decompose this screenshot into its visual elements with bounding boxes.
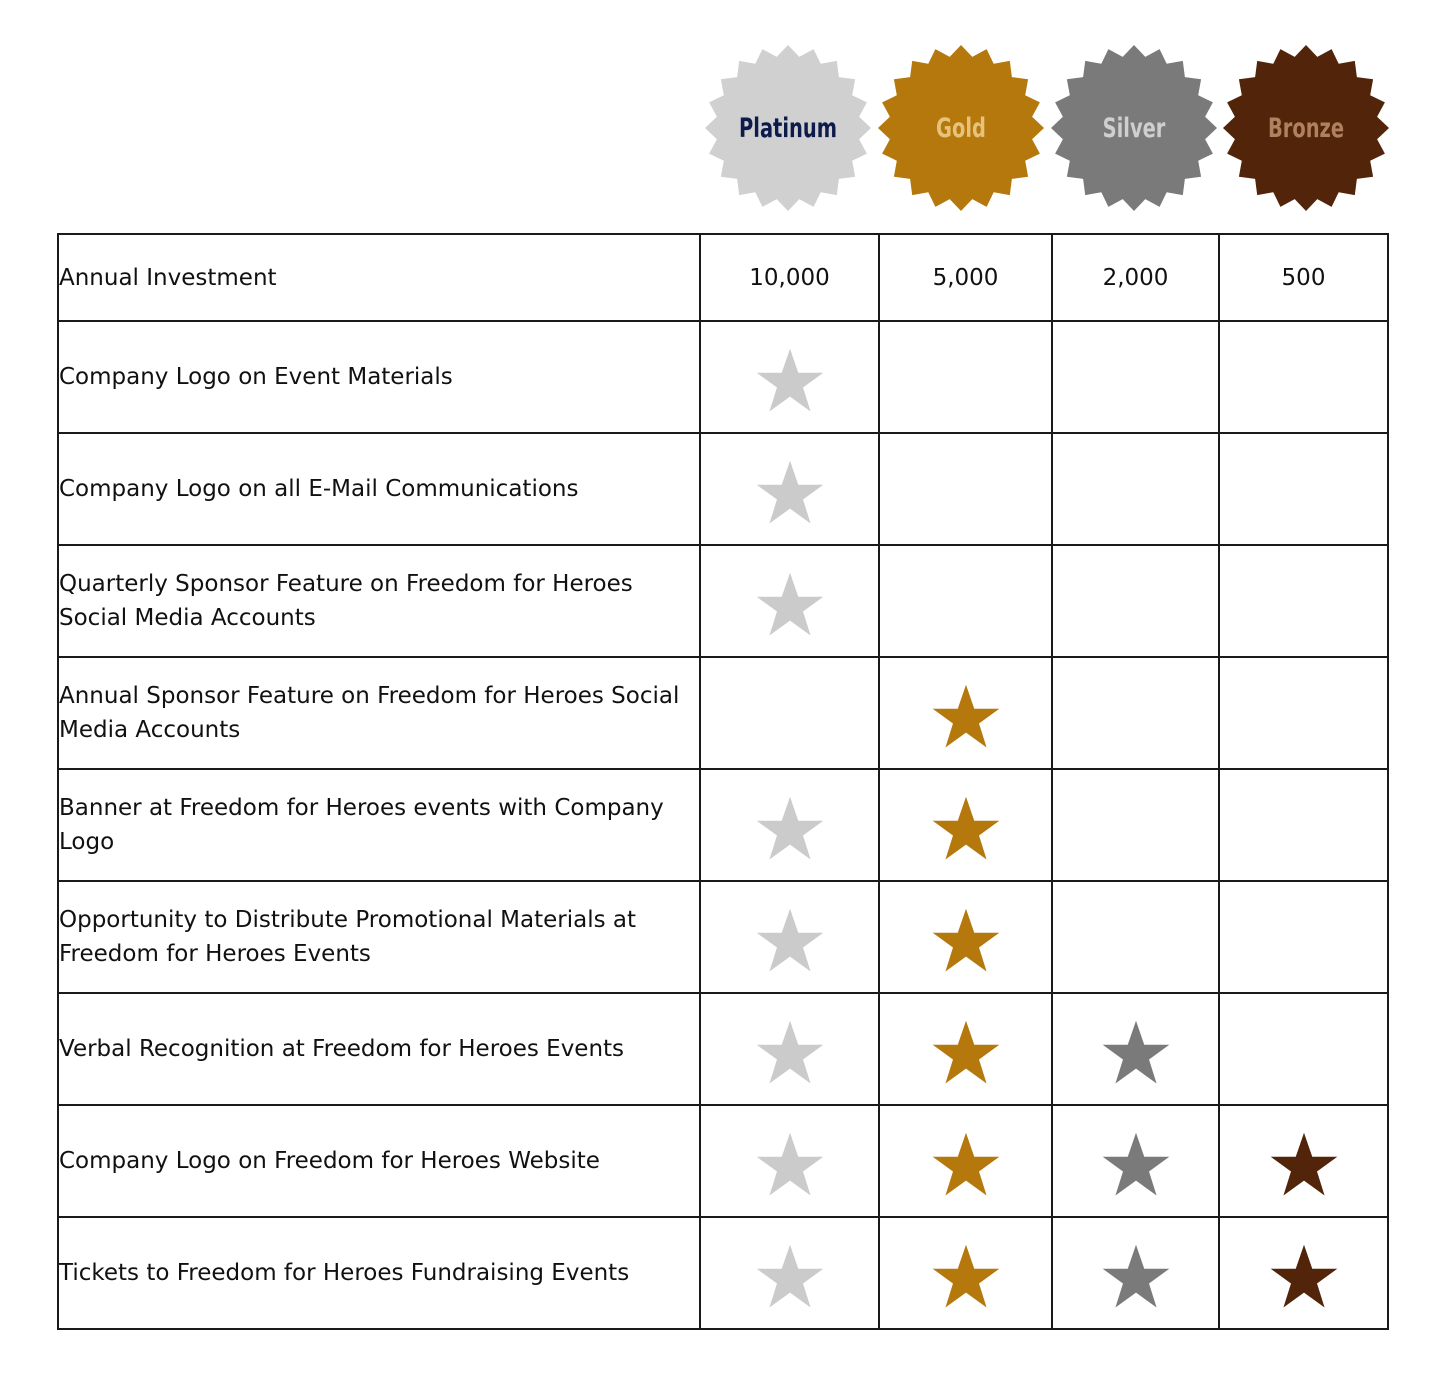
benefit-cell-silver	[1052, 769, 1219, 881]
star-icon	[931, 907, 1001, 975]
star-icon	[931, 795, 1001, 863]
benefit-cell-bronze	[1219, 321, 1388, 433]
investment-bronze: 500	[1219, 234, 1388, 321]
benefit-cell-gold	[879, 545, 1052, 657]
investment-row	[58, 234, 1388, 321]
benefit-label: Verbal Recognition at Freedom for Heroes Events	[58, 993, 700, 1105]
investment-silver: 2,000	[1052, 234, 1219, 321]
benefit-label: Tickets to Freedom for Heroes Fundraising Events	[58, 1217, 700, 1329]
benefit-cell-bronze	[1219, 993, 1388, 1105]
investment-label: Annual Investment	[58, 234, 700, 321]
benefit-cell-bronze	[1219, 769, 1388, 881]
benefit-cell-gold	[879, 1105, 1052, 1217]
silver-badge	[1050, 44, 1218, 212]
gold-badge	[877, 44, 1045, 212]
benefit-cell-gold	[879, 657, 1052, 769]
benefit-cell-platinum	[700, 1105, 879, 1217]
benefit-cell-silver	[1052, 657, 1219, 769]
benefit-cell-silver	[1052, 1105, 1219, 1217]
tier-label-bronze: Bronze	[1267, 112, 1345, 144]
benefit-cell-gold	[879, 433, 1052, 545]
star-icon	[931, 1243, 1001, 1311]
benefit-cell-bronze	[1219, 1217, 1388, 1329]
benefit-cell-gold	[879, 993, 1052, 1105]
benefit-row	[58, 321, 1388, 433]
benefit-cell-platinum	[700, 993, 879, 1105]
star-icon	[755, 1019, 825, 1087]
benefit-cell-platinum	[700, 433, 879, 545]
benefit-cell-gold	[879, 769, 1052, 881]
bronze-badge	[1222, 44, 1390, 212]
star-icon	[755, 1243, 825, 1311]
benefit-row	[58, 545, 1388, 657]
benefit-cell-silver	[1052, 881, 1219, 993]
star-icon	[1269, 1243, 1339, 1311]
benefit-label: Annual Sponsor Feature on Freedom for Heroes Social Media Accounts	[58, 657, 700, 769]
tier-badges	[0, 0, 1445, 230]
star-icon	[931, 1019, 1001, 1087]
star-icon	[1101, 1019, 1171, 1087]
benefit-cell-bronze	[1219, 545, 1388, 657]
star-icon	[1101, 1243, 1171, 1311]
star-icon	[931, 1131, 1001, 1199]
benefit-label: Banner at Freedom for Heroes events with Company Logo	[58, 769, 700, 881]
benefit-cell-platinum	[700, 657, 879, 769]
benefit-label: Company Logo on Event Materials	[58, 321, 700, 433]
platinum-badge	[704, 44, 872, 212]
investment-gold: 5,000	[879, 234, 1052, 321]
benefit-row	[58, 1217, 1388, 1329]
benefit-label: Company Logo on Freedom for Heroes Website	[58, 1105, 700, 1217]
star-icon	[1269, 1131, 1339, 1199]
benefit-label: Company Logo on all E-Mail Communications	[58, 433, 700, 545]
benefit-cell-bronze	[1219, 1105, 1388, 1217]
benefit-cell-silver	[1052, 545, 1219, 657]
benefit-cell-platinum	[700, 881, 879, 993]
benefit-cell-platinum	[700, 1217, 879, 1329]
benefit-row	[58, 881, 1388, 993]
benefit-row	[58, 657, 1388, 769]
benefit-cell-silver	[1052, 1217, 1219, 1329]
star-icon	[755, 795, 825, 863]
benefit-cell-bronze	[1219, 433, 1388, 545]
benefit-cell-silver	[1052, 321, 1219, 433]
benefit-cell-gold	[879, 321, 1052, 433]
tier-label-silver: Silver	[1102, 112, 1166, 144]
benefit-cell-silver	[1052, 433, 1219, 545]
star-icon	[755, 571, 825, 639]
sponsorship-table	[57, 233, 1389, 1330]
benefit-row	[58, 1105, 1388, 1217]
benefit-row	[58, 993, 1388, 1105]
benefit-row	[58, 433, 1388, 545]
benefit-cell-bronze	[1219, 881, 1388, 993]
investment-platinum: 10,000	[700, 234, 879, 321]
benefit-row	[58, 769, 1388, 881]
benefit-label: Opportunity to Distribute Promotional Materials at Freedom for Heroes Events	[58, 881, 700, 993]
benefit-cell-gold	[879, 881, 1052, 993]
star-icon	[1101, 1131, 1171, 1199]
star-icon	[755, 347, 825, 415]
star-icon	[931, 683, 1001, 751]
tier-label-gold: Gold	[936, 112, 986, 144]
star-icon	[755, 907, 825, 975]
benefit-cell-platinum	[700, 321, 879, 433]
benefit-cell-platinum	[700, 769, 879, 881]
benefit-cell-gold	[879, 1217, 1052, 1329]
benefit-label: Quarterly Sponsor Feature on Freedom for Heroes Social Media Accounts	[58, 545, 700, 657]
tier-label-platinum: Platinum	[739, 112, 837, 144]
benefit-cell-platinum	[700, 545, 879, 657]
star-icon	[755, 459, 825, 527]
star-icon	[755, 1131, 825, 1199]
benefit-cell-bronze	[1219, 657, 1388, 769]
benefit-cell-silver	[1052, 993, 1219, 1105]
